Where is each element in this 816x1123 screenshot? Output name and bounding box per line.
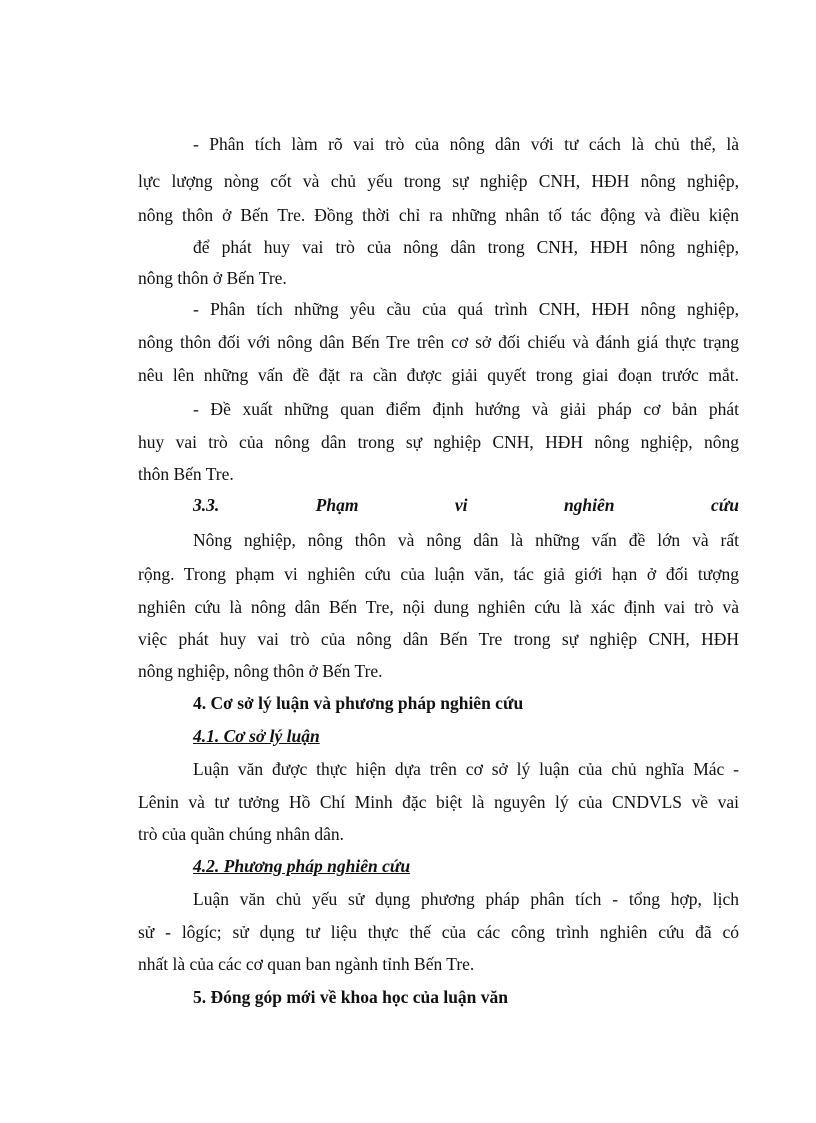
text-line: Lênin và tư tưởng Hồ Chí Minh đặc biệt là nguyên lý của CNDVLS về vai (138, 792, 739, 812)
text-line: - Phân tích những yêu cầu của quá trình CNH, HĐH nông nghiệp, (193, 299, 739, 319)
text-line: lực lượng nòng cốt và chủ yếu trong sự nghiệp CNH, HĐH nông nghiệp, (138, 171, 739, 191)
text-line: Luận văn được thực hiện dựa trên cơ sở lý luận của chủ nghĩa Mác - (193, 759, 739, 779)
text-line: việc phát huy vai trò của nông dân Bến Tre trong sự nghiệp CNH, HĐH (138, 629, 739, 649)
section-heading-4-2 (193, 855, 739, 877)
section-heading-5: 5. Đóng góp mới về khoa học của luận văn (193, 987, 509, 1007)
text-line: Nông nghiệp, nông thôn và nông dân là những vấn đề lớn và rất (193, 530, 739, 550)
text-line: nêu lên những vấn đề đặt ra cần được giải quyết trong giai đoạn trước mắt. (138, 365, 739, 385)
text-line: nông thôn đối với nông dân Bến Tre trên cơ sở đối chiếu và đánh giá thực trạng (138, 332, 739, 352)
heading-word: nghiên (563, 495, 615, 515)
text-line: để phát huy vai trò của nông dân trong CNH, HĐH nông nghiệp, (193, 237, 739, 257)
text-line: nông thôn ở Bến Tre. (138, 268, 287, 288)
text-line: Luận văn chủ yếu sử dụng phương pháp phân tích - tổng hợp, lịch (193, 889, 739, 909)
text-line: huy vai trò của nông dân trong sự nghiệp CNH, HĐH nông nghiệp, nông (138, 432, 739, 452)
heading-word: Phạm (315, 495, 359, 515)
heading-word: cứu (710, 495, 739, 515)
heading-text: 4.2. Phương pháp nghiên cứu (193, 856, 411, 876)
section-heading-3-3 (193, 494, 739, 516)
text-line: nông thôn ở Bến Tre. Đồng thời chỉ ra những nhân tố tác động và điều kiện (138, 205, 739, 225)
text-line: thôn Bến Tre. (138, 464, 234, 484)
text-line: sử - lôgíc; sử dụng tư liệu thực thế của các công trình nghiên cứu đã có (138, 922, 739, 942)
text-line: nhất là của các cơ quan ban ngành tỉnh Bến Tre. (138, 954, 475, 974)
text-line: trò của quần chúng nhân dân. (138, 824, 345, 844)
heading-word: 3.3. (193, 495, 220, 515)
text-line: rộng. Trong phạm vi nghiên cứu của luận văn, tác giả giới hạn ở đối tượng (138, 564, 739, 584)
text-line: - Đề xuất những quan điểm định hướng và giải pháp cơ bản phát (193, 399, 739, 419)
text-line: nông nghiệp, nông thôn ở Bến Tre. (138, 661, 383, 681)
text-line: nghiên cứu là nông dân Bến Tre, nội dung nghiên cứu là xác định vai trò và (138, 597, 739, 617)
heading-word: vi (454, 495, 468, 515)
heading-text: 4.1. Cơ sở lý luận (193, 726, 320, 746)
section-heading-4: 4. Cơ sở lý luận và phương pháp nghiên cứu (193, 693, 524, 713)
section-heading-4-1 (193, 725, 739, 747)
text-line: - Phân tích làm rõ vai trò của nông dân với tư cách là chủ thể, là (193, 134, 739, 154)
